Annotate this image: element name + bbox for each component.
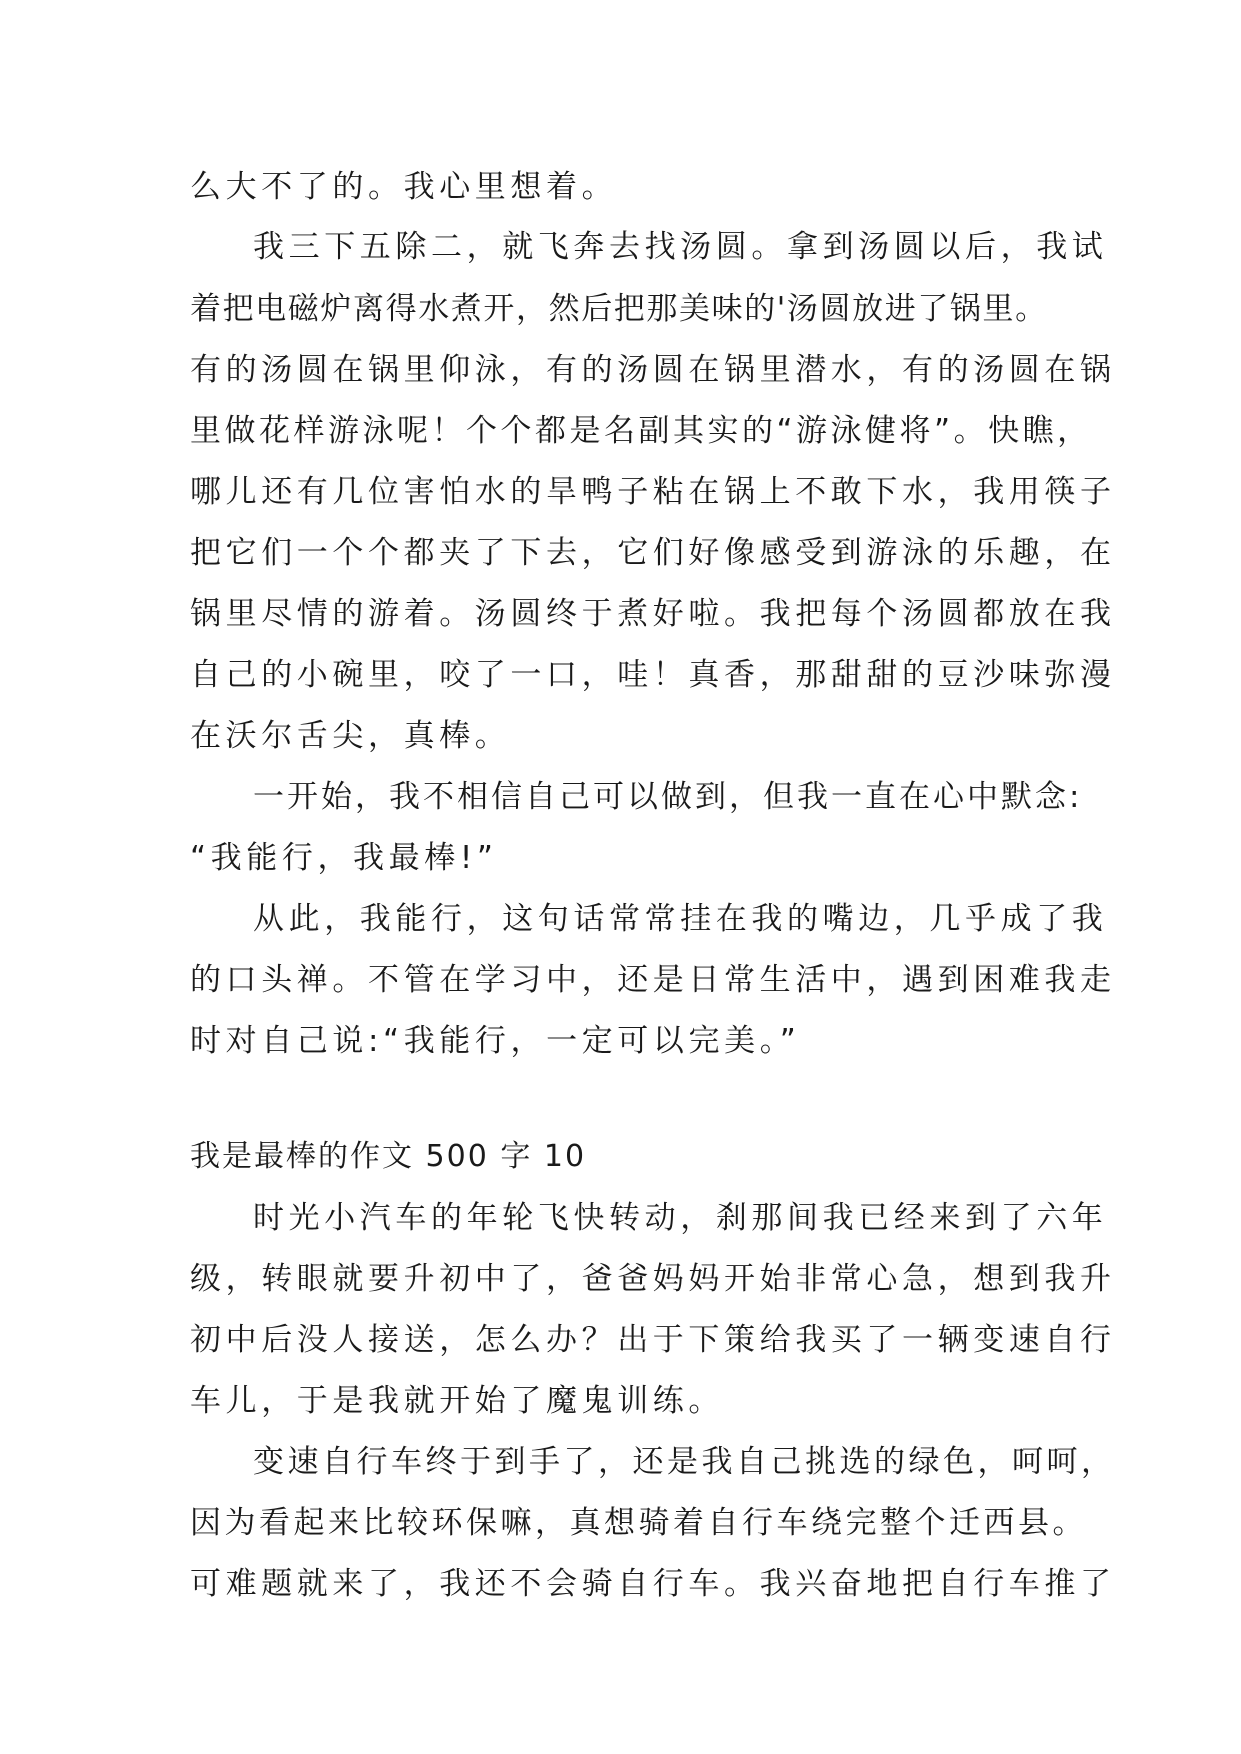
text-line: 把它们一个个都夹了下去，它们好像感受到游泳的乐趣，在 — [190, 535, 1116, 571]
paragraph-start: 我三下五除二，就飞奔去找汤圆。拿到汤圆以后，我试 — [253, 229, 1108, 265]
paragraph-start: 变速自行车终于到手了，还是我自己挑选的绿色，呵呵， — [253, 1444, 1116, 1480]
text-line: 有的汤圆在锅里仰泳，有的汤圆在锅里潜水，有的汤圆在锅 — [190, 352, 1116, 388]
section-heading: 我是最棒的作文 500 字 10 — [190, 1139, 587, 1174]
text-line: 在沃尔舌尖，真棒。 — [190, 718, 511, 754]
text-line: 的口头禅。不管在学习中，还是日常生活中，遇到困难我走 — [190, 962, 1116, 998]
text-line: 自己的小碗里，咬了一口，哇！真香，那甜甜的豆沙味弥漫 — [190, 657, 1116, 693]
text-line: 可难题就来了，我还不会骑自行车。我兴奋地把自行车推了 — [190, 1566, 1116, 1602]
text-line: 哪儿还有几位害怕水的旱鸭子粘在锅上不敢下水，我用筷子 — [190, 474, 1116, 510]
text-line: 级，转眼就要升初中了，爸爸妈妈开始非常心急，想到我升 — [190, 1261, 1116, 1297]
text-line: 里做花样游泳呢！个个都是名副其实的“游泳健将”。快瞧， — [190, 413, 1092, 449]
text-line: 着把电磁炉离得水煮开，然后把那美味的'汤圆放进了锅里。 — [190, 291, 1048, 327]
text-line: 时对自己说:“我能行，一定可以完美。” — [190, 1023, 801, 1059]
text-line: 锅里尽情的游着。汤圆终于煮好啦。我把每个汤圆都放在我 — [190, 596, 1116, 632]
paragraph-start: 一开始，我不相信自己可以做到，但我一直在心中默念: — [253, 779, 1083, 815]
paragraph-start: 从此，我能行，这句话常常挂在我的嘴边，几乎成了我 — [253, 901, 1108, 937]
text-line: 么大不了的。我心里想着。 — [190, 169, 618, 205]
text-line: 车儿，于是我就开始了魔鬼训练。 — [190, 1383, 724, 1419]
text-line: 初中后没人接送，怎么办？出于下策给我买了一辆变速自行 — [190, 1322, 1116, 1358]
text-line: 因为看起来比较环保嘛，真想骑着自行车绕完整个迁西县。 — [190, 1505, 1087, 1541]
paragraph-start: 时光小汽车的年轮飞快转动，刹那间我已经来到了六年 — [253, 1200, 1108, 1236]
text-line: “我能行，我最棒!” — [190, 840, 498, 876]
